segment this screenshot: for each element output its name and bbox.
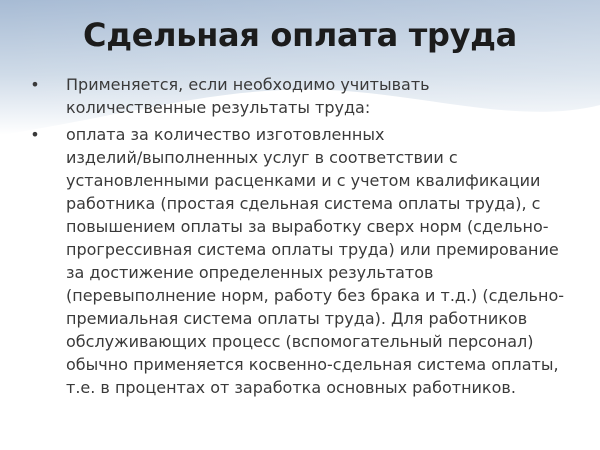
bullet-text-line: прогрессивная система оплаты труда) или премирование [66, 240, 559, 259]
bullet-text-line: повышением оплаты за выработку сверх норм (сдельно- [66, 217, 549, 236]
bullet-dot-icon: • [30, 125, 40, 144]
slide-title: Сдельная оплата труда [83, 16, 517, 54]
bullet-text-line: оплата за количество изготовленных [66, 125, 385, 144]
bullet-text-line: (перевыполнение норм, работу без брака и т.д.) (сдельно- [66, 286, 564, 305]
bullet-item [26, 73, 571, 119]
bullet-text-line: установленными расценками и с учетом квалификации [66, 171, 541, 190]
bullet-text-line: работника (простая сдельная система оплаты труда), с [66, 194, 541, 213]
bullet-list [26, 73, 571, 403]
bullet-text-line: Применяется, если необходимо учитывать [66, 75, 430, 94]
bullet-dot-icon: • [30, 75, 40, 94]
bullet-text-line: изделий/выполненных услуг в соответствии с [66, 148, 458, 167]
bullet-text-line: количественные результаты труда: [66, 98, 371, 117]
bullet-text-line: за достижение определенных результатов [66, 263, 434, 282]
bullet-text-line: обычно применяется косвенно-сдельная система оплаты, [66, 355, 559, 374]
bullet-item [26, 123, 571, 399]
bullet-text-line: т.е. в процентах от заработка основных работников. [66, 378, 516, 397]
bullet-text-line: обслуживающих процесс (вспомогательный персонал) [66, 332, 534, 351]
bullet-text-line: премиальная система оплаты труда). Для работников [66, 309, 528, 328]
